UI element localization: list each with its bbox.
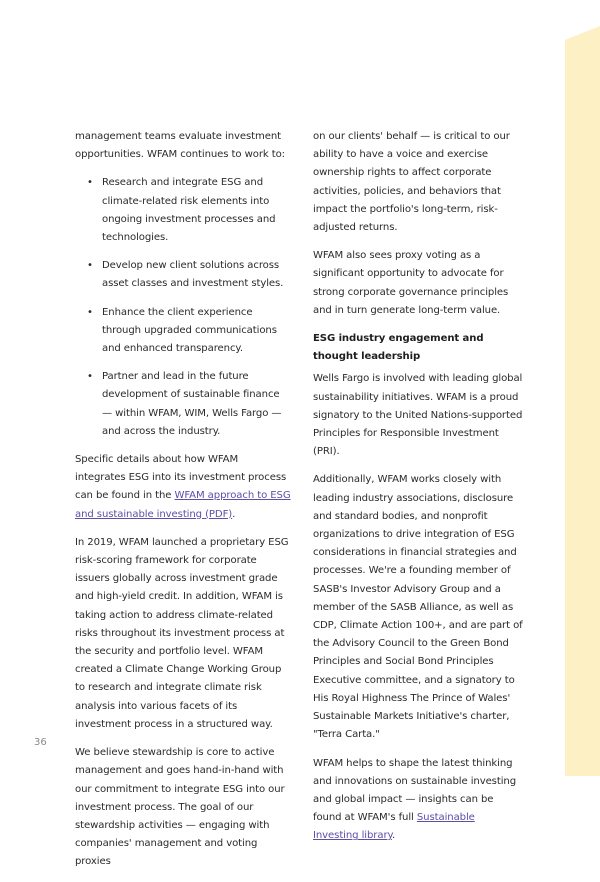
list-item: • Enhance the client experience through upgraded communications and enhanced transparency. [75, 304, 291, 359]
bullet-icon: • [87, 306, 93, 318]
bullet-icon: • [87, 177, 93, 189]
details-paragraph: Specific details about how WFAM integrates ESG into its investment process can be found in the WFAM approach to ESG and sustainable investing (PDF). [75, 454, 291, 520]
page-number: 36 [34, 737, 47, 748]
bullet-icon: • [87, 371, 93, 383]
right-column [313, 128, 523, 856]
list-item: • Partner and lead in the future development of sustainable finance — within WFAM, WIM, Wells Fargo — and across the industry. [75, 368, 291, 441]
initiatives-paragraph: Wells Fargo is involved with leading global sustainability initiatives. WFAM is a proud signatory to the United Nations-supported Principles for Responsible Investment (PRI). [313, 373, 523, 458]
insights-paragraph: WFAM helps to shape the latest thinking and innovations on sustainable investing and global impact — insights can be found at WFAM's full Sustainable Investing library. [313, 757, 517, 842]
stewardship-paragraph: We believe stewardship is core to active management and goes hand-in-hand with our commitment to integrate ESG into our investment process. The goal of our stewardship activities — engaging with companies' management and voting proxies [75, 747, 285, 868]
ownership-paragraph: on our clients' behalf — is critical to our ability to have a voice and exercise ownership rights to affect corporate activities, policies, and behaviors that impact the portfolio's long-term, risk-adjusted returns. [313, 131, 510, 234]
sustainable-investing-library-link[interactable]: Sustainable Investing library [313, 812, 475, 842]
bullet-icon: • [87, 260, 93, 272]
framework-paragraph: In 2019, WFAM launched a proprietary ESG risk-scoring framework for corporate issuers globally across investment grade and high-yield credit. In addition, WFAM is taking action to address climate-related risks throughout its investment process at the security and portfolio level. WFAM created a Climate Change Working Group to research and integrate climate risk analysis into various facets of its investment process in a structured way. [75, 536, 289, 730]
left-column [75, 128, 291, 882]
associations-paragraph: Additionally, WFAM works closely with leading industry associations, disclosure and standard bodies, and nonprofit organizations to drive integration of ESG considerations in financial strategies and processes. We're a founding member of SASB's Investor Advisory Group and a member of the SASB Alliance, as well as CDP, Climate Action 100+, and are part of the Advisory Council to the Green Bond Principles and Social Bond Principles Executive committee, and a signatory to His Royal Highness The Prince of Wales' Sustainable Markets Initiative's charter, "Terra Carta." [313, 474, 523, 741]
esg-approach-pdf-link[interactable]: WFAM approach to ESG and sustainable investing (PDF) [75, 490, 291, 520]
list-item: • Research and integrate ESG and climate-related risk elements into ongoing investment processes and technologies. [75, 174, 291, 247]
intro-paragraph: management teams evaluate investment opportunities. WFAM continues to work to: [75, 131, 285, 161]
goals-list [75, 174, 291, 441]
section-heading: ESG industry engagement and thought leadership [313, 333, 484, 363]
list-item: • Develop new client solutions across asset classes and investment styles. [75, 257, 291, 293]
proxy-voting-paragraph: WFAM also sees proxy voting as a significant opportunity to advocate for strong corporate governance principles and in turn generate long-term value. [313, 250, 509, 316]
